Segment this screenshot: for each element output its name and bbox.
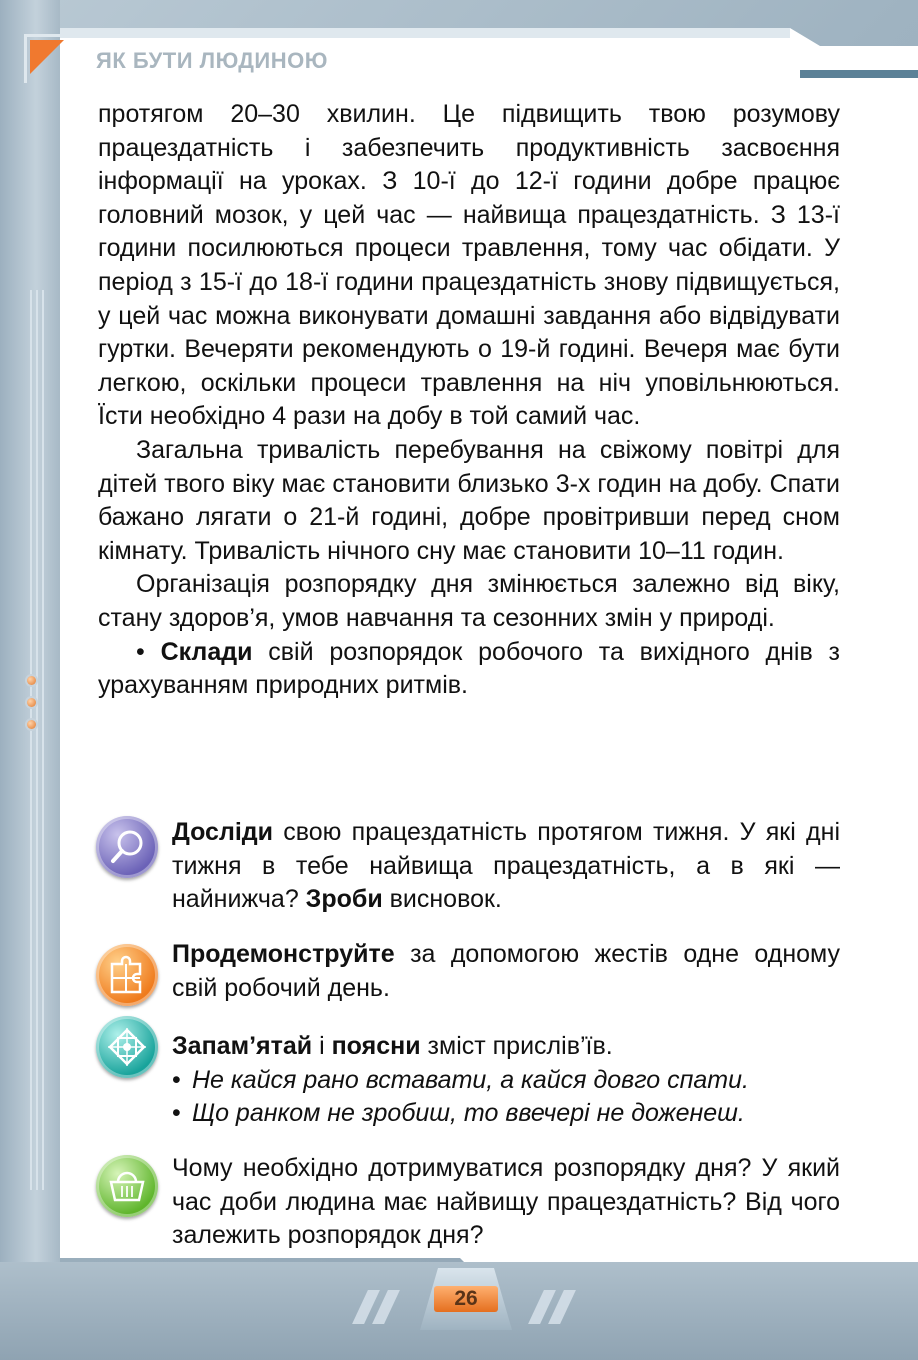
running-header: ЯК БУТИ ЛЮДИНОЮ — [96, 48, 328, 73]
magnifier-icon — [96, 816, 158, 878]
decor-dot — [27, 676, 36, 685]
task-text: свою працездатність протягом тижня. У які дні тижня в тебе найвища працездатність, а в які — найнижча? — [172, 818, 840, 914]
page-number: 26 — [454, 1287, 478, 1310]
decor-dot — [27, 720, 36, 729]
snowflake-pattern-icon — [96, 1016, 158, 1078]
task-paragraph — [98, 636, 840, 703]
task-text: висновок. — [382, 885, 502, 914]
bold-verb: Зроби — [305, 885, 383, 914]
basket-icon — [96, 1155, 158, 1217]
main-text — [98, 98, 840, 703]
questions-text: Чому необхідно дотримуватися розпорядку дня? У який час доби людина має найвищу працездатність? Від чого залежить розпорядок дня? — [172, 1154, 840, 1250]
task-text: зміст прислів’їв. — [420, 1032, 613, 1060]
decor-dot — [27, 698, 36, 707]
top-right-accent — [800, 70, 918, 78]
bullet: • — [136, 637, 145, 666]
demo-task — [172, 938, 840, 1005]
bold-verb: Продемонструйте — [172, 940, 395, 968]
paragraph: Організація розпорядку дня змінюється залежно від віку, стану здоров’я, умов навчання та сезонних змін у природі. — [98, 570, 840, 632]
bold-verb: Запам’ятай — [172, 1032, 313, 1060]
corner-triangle — [30, 40, 64, 74]
rail-line — [36, 290, 38, 1190]
bold-verb: Досліди — [172, 818, 274, 846]
remember-task — [172, 1030, 840, 1131]
research-task — [172, 816, 840, 917]
task-text: за допомогою жестів одне одному свій робочий день. — [172, 940, 840, 1002]
review-questions — [172, 1152, 840, 1253]
paragraph: протягом 20–30 хвилин. Це підвищить твою розумову працездатність і забезпечить продуктивність засвоєння інформації на уроках. З 10-ї до 12-ї години добре працює головний мозок, у цей час — найвища працездатність. З 13-ї години посилюються процеси травлення, тому час обідати. У період з 15-ї до 18-ї години працездатність знову підвищується, у цей час можна виконувати домашні завдання або відвідувати гуртки. Вечеряти рекомендують о 19-й годині. Вечеря має бути легкою, оскільки процеси травлення на ніч уповільнюються. Їсти необхідно 4 рази на добу в той самий час. — [98, 100, 840, 431]
top-frame-bar — [60, 28, 790, 38]
task-text: свій розпорядок робочого та вихідного днів з урахуванням природних ритмів. — [98, 637, 840, 700]
task-text: і — [312, 1032, 332, 1060]
rail-line — [42, 290, 44, 1190]
bold-verb: поясни — [331, 1032, 421, 1060]
puzzle-icon — [96, 944, 158, 1006]
bold-verb: Склади — [160, 637, 253, 666]
paragraph: Загальна тривалість перебування на свіжому повітрі для дітей твого віку має становити близько 3-х годин на добу. Спати бажано лягати о 21-й годині, добре провітривши перед сном кімнату. Тривалість нічного сну має становити 10–11 годин. — [98, 435, 840, 565]
proverb: • Що ранком не зробиш, то ввечері не доженеш. — [172, 1097, 840, 1131]
proverb: • Не кайся рано вставати, а кайся довго спати. — [172, 1064, 840, 1098]
rail-line — [30, 290, 32, 1190]
